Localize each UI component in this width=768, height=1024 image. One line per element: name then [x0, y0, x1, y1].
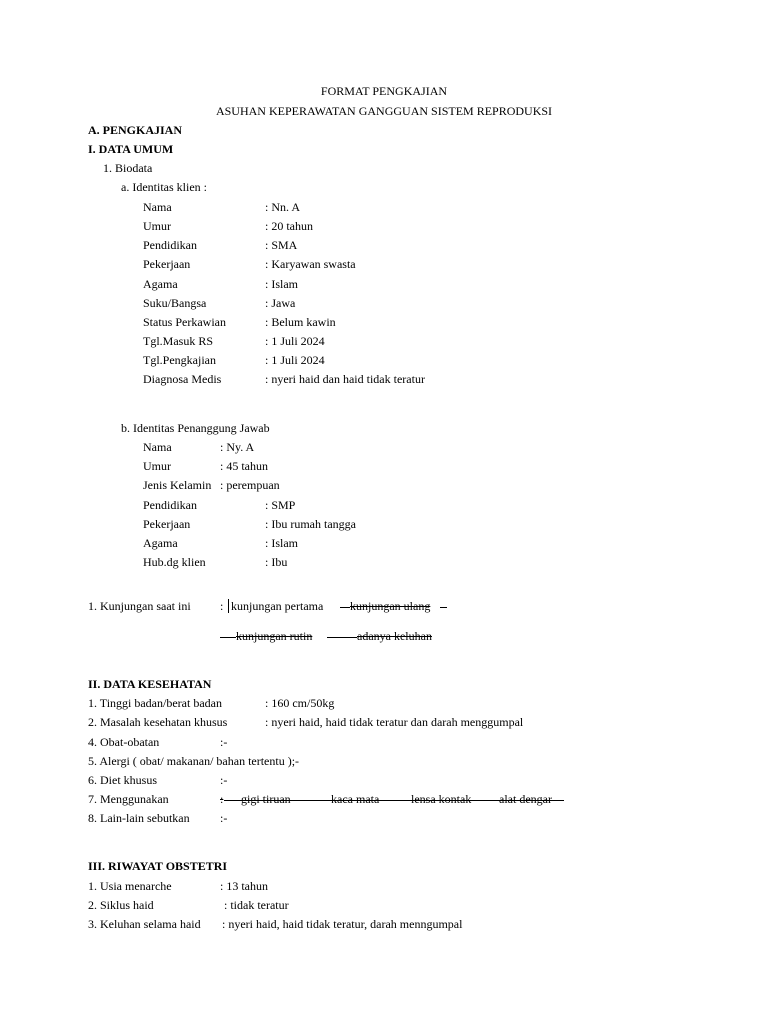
option-gigi-tiruan: gigi tiruan — [241, 792, 291, 806]
document-title: FORMAT PENGKAJIAN — [320, 84, 448, 98]
field-label: Umur — [143, 219, 171, 233]
field-label: Umur — [143, 459, 171, 473]
field-label: Hub.dg klien — [143, 555, 206, 569]
field-value: : Jawa — [265, 296, 296, 310]
field-value: : — [220, 792, 224, 806]
section-data-kesehatan: II. DATA KESEHATAN — [88, 677, 212, 691]
document-subtitle: ASUHAN KEPERAWATAN GANGGUAN SISTEM REPRODUKSI — [215, 104, 553, 118]
field-value: : Ibu — [265, 555, 288, 569]
option-lensa-kontak: lensa kontak — [411, 792, 472, 806]
field-label: Agama — [143, 277, 178, 291]
field-label: 4. Obat-obatan — [88, 735, 160, 749]
field-label: Jenis Kelamin — [143, 478, 212, 492]
field-value: : nyeri haid, haid tidak teratur, darah menngumpal — [222, 917, 463, 931]
field-value: : Islam — [265, 277, 298, 291]
field-value: : Ibu rumah tangga — [265, 517, 356, 531]
option-kaca-mata: kaca mata — [331, 792, 380, 806]
kunjungan-label: 1. Kunjungan saat ini — [88, 599, 191, 613]
field-label: Agama — [143, 536, 178, 550]
field-label: 1. Tinggi badan/berat badan — [88, 696, 222, 710]
field-label: 2. Siklus haid — [88, 898, 154, 912]
field-value: : 160 cm/50kg — [265, 696, 335, 710]
section-pengkajian: A. PENGKAJIAN — [88, 123, 183, 137]
field-label: Pendidikan — [143, 498, 197, 512]
field-label: 5. Alergi ( obat/ makanan/ bahan tertentu );- — [88, 754, 300, 768]
field-value: : Nn. A — [265, 200, 301, 214]
field-value: : SMP — [265, 498, 296, 512]
field-label: Pendidikan — [143, 238, 197, 252]
subsection-biodata: 1. Biodata — [103, 161, 153, 175]
option-kunjungan-ulang: kunjungan ulang — [350, 599, 431, 613]
text-cursor — [228, 599, 229, 613]
option-kunjungan-rutin: kunjungan rutin — [236, 629, 313, 643]
field-value: :- — [220, 773, 228, 787]
section-data-umum: I. DATA UMUM — [88, 142, 174, 156]
strike-dash — [220, 637, 236, 638]
field-label: 1. Usia menarche — [88, 879, 172, 893]
strike-dash — [440, 607, 447, 608]
subsection-identitas-klien: a. Identitas klien : — [121, 180, 207, 194]
field-label: Tgl.Masuk RS — [143, 334, 214, 348]
field-value: : perempuan — [220, 478, 280, 492]
field-value: : 20 tahun — [265, 219, 313, 233]
kunjungan-colon: : — [220, 599, 224, 613]
field-label: Suku/Bangsa — [143, 296, 207, 310]
option-adanya-keluhan: adanya keluhan — [357, 629, 432, 643]
field-value: : SMA — [265, 238, 298, 252]
field-label: 6. Diet khusus — [88, 773, 157, 787]
field-value: : 45 tahun — [220, 459, 268, 473]
subsection-identitas-penanggung-jawab: b. Identitas Penanggung Jawab — [121, 421, 270, 435]
field-value: : Ny. A — [220, 440, 255, 454]
field-label: 3. Keluhan selama haid — [88, 917, 201, 931]
field-value: : Karyawan swasta — [265, 257, 356, 271]
field-label: 7. Menggunakan — [88, 792, 169, 806]
field-label: Nama — [143, 440, 172, 454]
field-value: : 1 Juli 2024 — [265, 353, 325, 367]
strike-dash — [327, 637, 357, 638]
field-label: Tgl.Pengkajian — [143, 353, 216, 367]
field-label: Diagnosa Medis — [143, 372, 222, 386]
option-alat-dengar: alat dengar — [499, 792, 552, 806]
field-value: : 13 tahun — [220, 879, 268, 893]
option-kunjungan-pertama: kunjungan pertama — [231, 599, 324, 613]
field-label: Nama — [143, 200, 172, 214]
field-value: : Islam — [265, 536, 298, 550]
field-label: Status Perkawian — [143, 315, 226, 329]
field-value: :- — [220, 735, 228, 749]
section-riwayat-obstetri: III. RIWAYAT OBSTETRI — [88, 859, 228, 873]
field-value: :- — [220, 811, 228, 825]
field-value: : nyeri haid, haid tidak teratur dan darah menggumpal — [265, 715, 524, 729]
field-label: 2. Masalah kesehatan khusus — [88, 715, 228, 729]
field-label: Pekerjaan — [143, 517, 191, 531]
strike-dash — [340, 607, 350, 608]
field-value: : Belum kawin — [265, 315, 336, 329]
field-label: 8. Lain-lain sebutkan — [88, 811, 190, 825]
field-value: : 1 Juli 2024 — [265, 334, 325, 348]
field-value: : nyeri haid dan haid tidak teratur — [265, 372, 425, 386]
field-label: Pekerjaan — [143, 257, 191, 271]
field-value: : tidak teratur — [224, 898, 289, 912]
